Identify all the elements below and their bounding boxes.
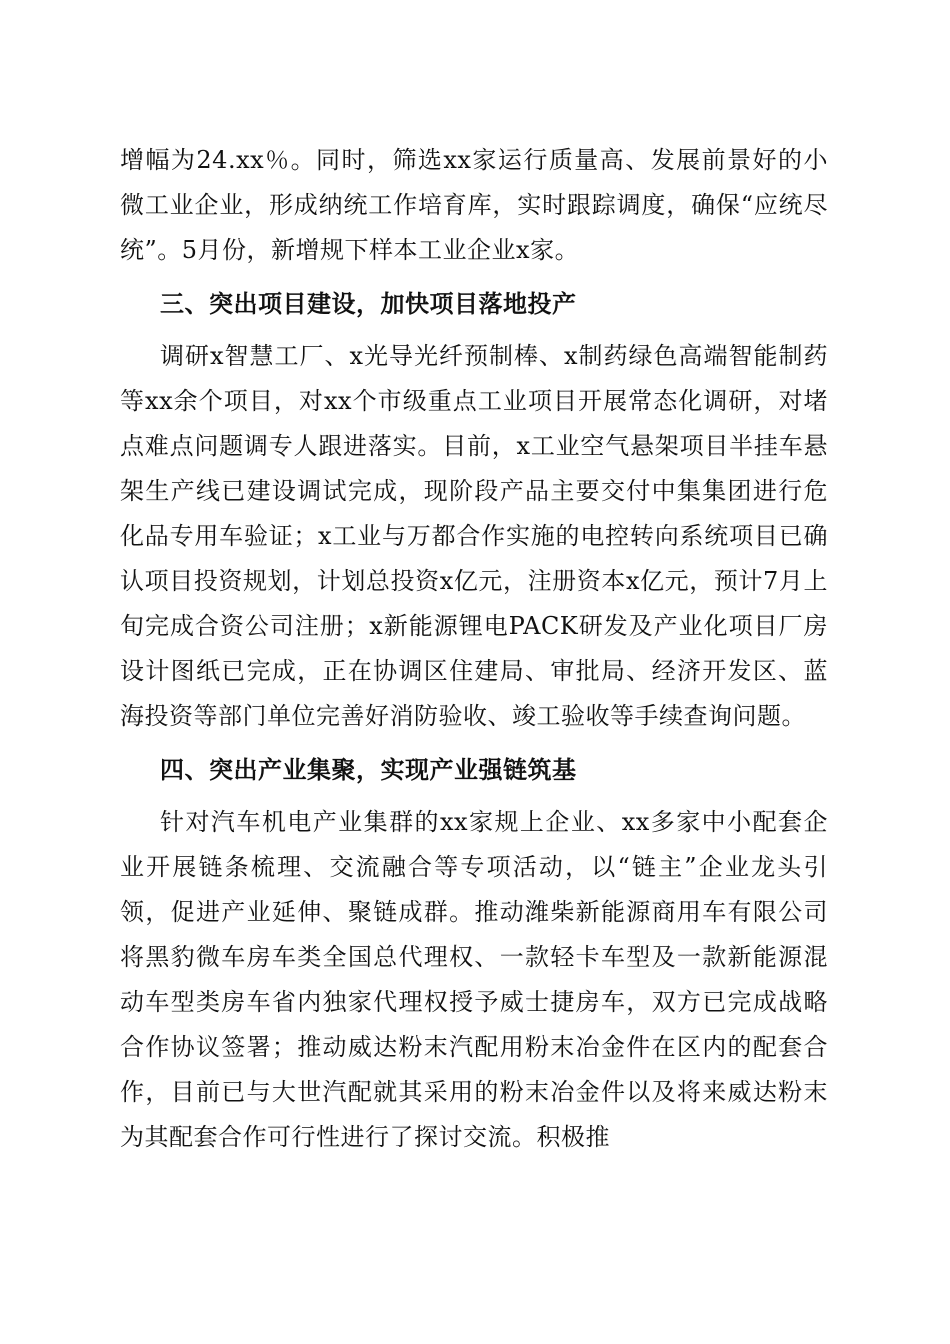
- paragraph-projects: 调研x智慧工厂、x光导光纤预制棒、x制药绿色高端智能制药等xx余个项目，对xx个市级重点工业项目开展常态化调研，对堵点难点问题调专人跟进落实。目前，x工业空气悬架项目半挂车悬架生产线已建设调试完成，现阶段产品主要交付中集集团进行危化品专用车验证；x工业与万都合作实施的电控转向系统项目已确认项目投资规划，计划总投资x亿元，注册资本x亿元，预计7月上旬完成合资公司注册；x新能源锂电PACK研发及产业化项目厂房设计图纸已完成，正在协调区住建局、审批局、经济开发区、蓝海投资等部门单位完善好消防验收、竣工验收等手续查询问题。: [120, 342, 828, 730]
- section-heading-4: 四、突出产业集聚，实现产业强链筑基: [160, 755, 577, 784]
- section-heading-3: 三、突出项目建设，加快项目落地投产: [160, 289, 577, 318]
- paragraph-continuation: 增幅为24.xx％。同时，筛选xx家运行质量高、发展前景好的小微工业企业，形成纳统工作培育库，实时跟踪调度，确保“应统尽统”。5月份，新增规下样本工业企业x家。: [120, 146, 828, 264]
- paragraph-industry-cluster: 针对汽车机电产业集群的xx家规上企业、xx多家中小配套企业开展链条梳理、交流融合等专项活动，以“链主”企业龙头引领，促进产业延伸、聚链成群。推动潍柴新能源商用车有限公司将黑豹微车房车类全国总代理权、一款轻卡车型及一款新能源混动车型类房车省内独家代理权授予威士捷房车，双方已完成战略合作协议签署；推动威达粉末汽配用粉末冶金件在区内的配套合作，目前已与大世汽配就其采用的粉末冶金件以及将来威达粉末为其配套合作可行性进行了探讨交流。积极推: [120, 808, 828, 1151]
- document-page: [120, 138, 828, 1160]
